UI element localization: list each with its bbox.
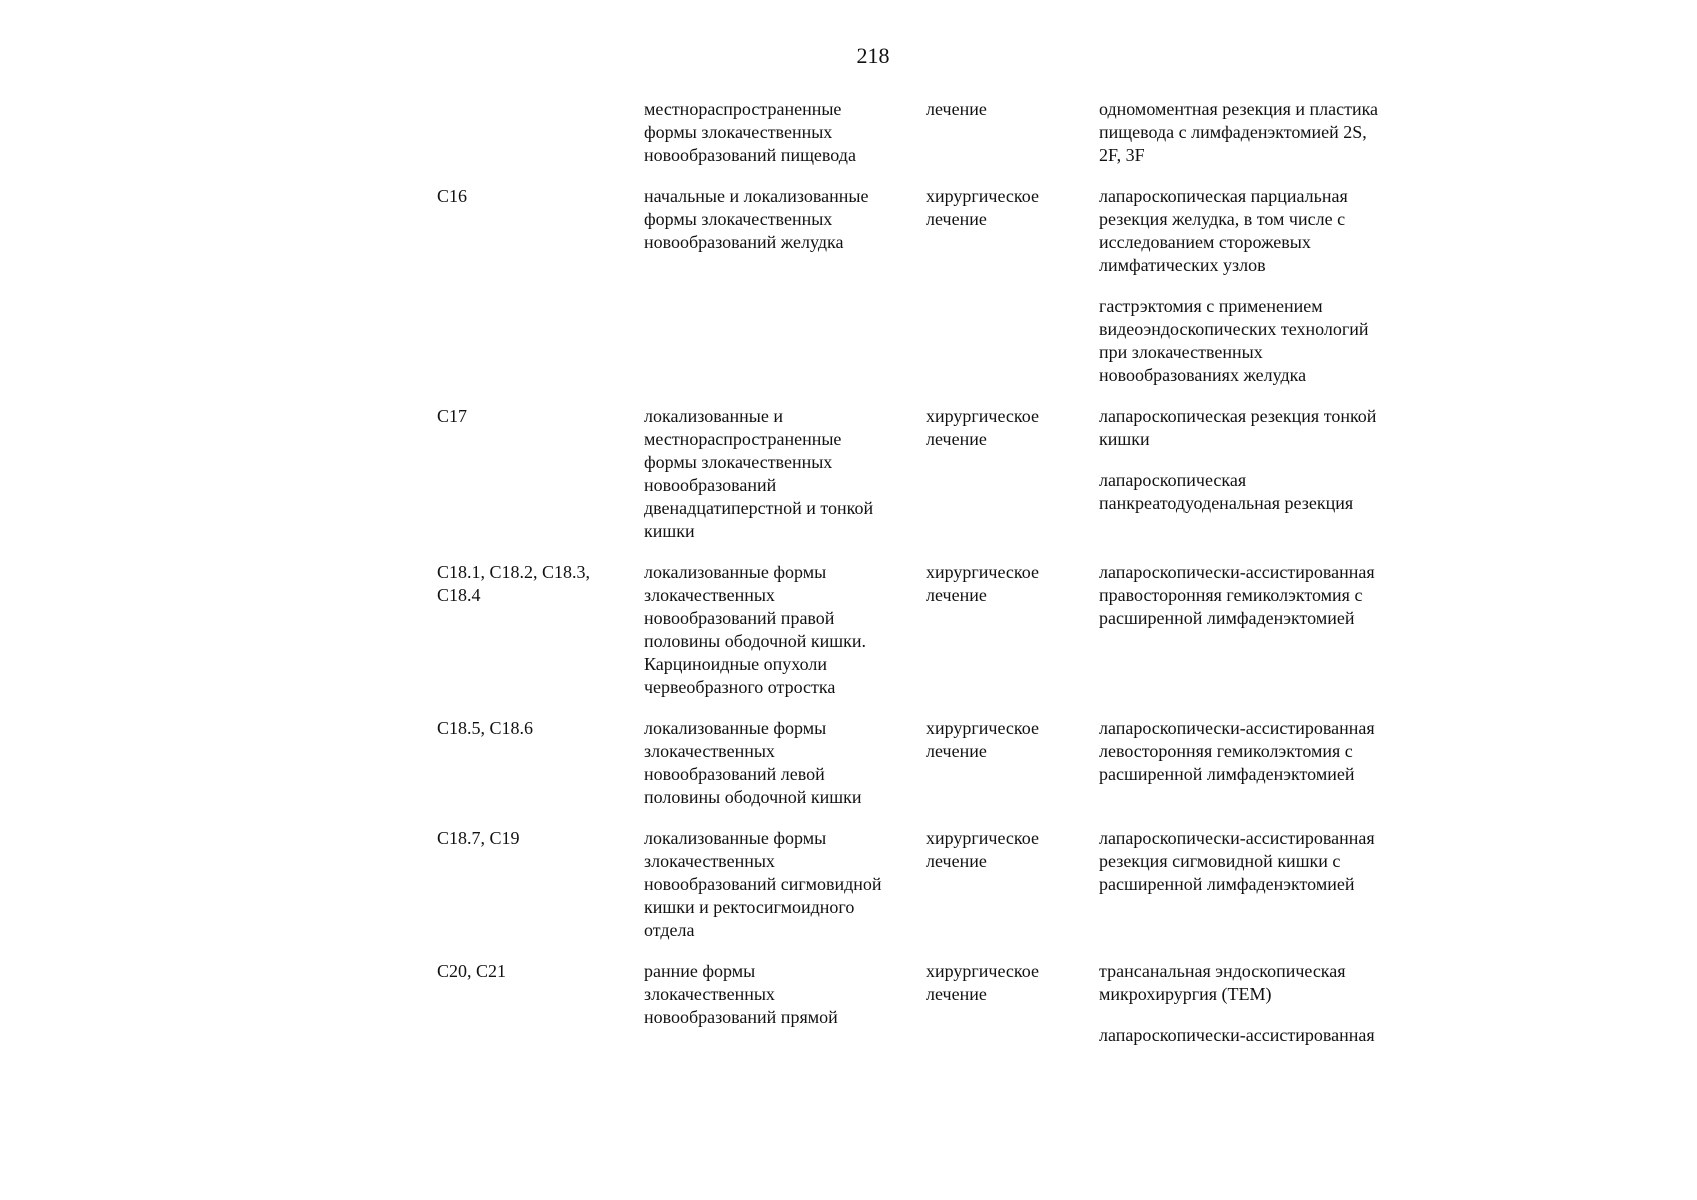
text-line: C18.1, C18.2, C18.3, (437, 562, 591, 582)
treatment-type-cell (926, 827, 1096, 873)
text-line: ранние формы (644, 961, 756, 981)
procedures-table (0, 98, 1697, 1065)
treatment-method-item (1099, 1024, 1375, 1047)
treatment-type-cell (926, 405, 1096, 451)
text-line: новообразований (644, 475, 777, 495)
patient-model-cell (644, 185, 924, 254)
text-line: одномоментная резекция и пластика (1099, 99, 1379, 119)
text-line: лапароскопическая резекция тонкой (1099, 406, 1377, 426)
text-line: новообразований прямой (644, 1007, 838, 1027)
diagnosis-code-cell (437, 405, 627, 428)
text-line: исследованием сторожевых (1099, 232, 1311, 252)
diagnosis-code-cell (437, 960, 627, 983)
text-line: злокачественных (644, 851, 775, 871)
treatment-method-item (1099, 717, 1375, 786)
treatment-type-cell (926, 561, 1096, 607)
text-line: лечение (926, 99, 987, 119)
text-line: резекция желудка, в том числе с (1099, 209, 1346, 229)
text-line: лапароскопически-ассистированная (1099, 1025, 1375, 1045)
text-line: лечение (926, 209, 987, 229)
table-row (0, 98, 1697, 167)
table-row (0, 185, 1697, 387)
treatment-method-item (1099, 960, 1346, 1006)
text-line: локализованные формы (644, 562, 827, 582)
text-line: лапароскопическая (1099, 470, 1247, 490)
diagnosis-code-cell (437, 561, 627, 607)
treatment-type-cell (926, 185, 1096, 231)
text-line: кишки (644, 521, 695, 541)
text-line: правосторонняя гемиколэктомия с (1099, 585, 1363, 605)
text-line: лечение (926, 984, 987, 1004)
text-line: злокачественных (644, 741, 775, 761)
text-line: C17 (437, 406, 468, 426)
page-number: 218 (856, 43, 890, 68)
text-line: лапароскопически-ассистированная (1099, 828, 1375, 848)
text-line: расширенной лимфаденэктомией (1099, 608, 1355, 628)
text-line: микрохирургия (ТЕМ) (1099, 984, 1272, 1004)
text-line: местнораспространенные (644, 99, 842, 119)
text-line: новообразований пищевода (644, 145, 856, 165)
text-line: формы злокачественных (644, 452, 833, 472)
treatment-method-item (1099, 827, 1375, 896)
text-line: кишки (1099, 429, 1150, 449)
text-line: резекция сигмовидной кишки с (1099, 851, 1341, 871)
text-line: C18.4 (437, 585, 481, 605)
text-line: половины ободочной кишки (644, 787, 862, 807)
diagnosis-code-cell (437, 717, 627, 740)
text-line: лечение (926, 851, 987, 871)
table-row (0, 561, 1697, 699)
text-line: хирургическое (926, 828, 1039, 848)
text-line: пищевода с лимфаденэктомией 2S, (1099, 122, 1367, 142)
text-line: новообразований сигмовидной (644, 874, 882, 894)
text-line: C16 (437, 186, 468, 206)
text-line: хирургическое (926, 186, 1039, 206)
text-line: при злокачественных (1099, 342, 1263, 362)
table-row (0, 405, 1697, 543)
table-row (0, 960, 1697, 1047)
text-line: локализованные и (644, 406, 783, 426)
treatment-method-item (1099, 295, 1369, 387)
text-line: хирургическое (926, 961, 1039, 981)
patient-model-cell (644, 561, 924, 699)
text-line: двенадцатиперстной и тонкой (644, 498, 874, 518)
text-line: трансанальная эндоскопическая (1099, 961, 1346, 981)
patient-model-cell (644, 405, 924, 543)
text-line: новообразований желудка (644, 232, 844, 252)
diagnosis-code-cell (437, 185, 627, 208)
text-line: лапароскопическая парциальная (1099, 186, 1348, 206)
text-line: местнораспространенные (644, 429, 842, 449)
text-line: C18.5, C18.6 (437, 718, 534, 738)
text-line: злокачественных (644, 984, 775, 1004)
text-line: Карциноидные опухоли (644, 654, 827, 674)
treatment-type-cell (926, 960, 1096, 1006)
text-line: панкреатодуоденальная резекция (1099, 493, 1354, 513)
patient-model-cell (644, 827, 924, 942)
text-line: лечение (926, 741, 987, 761)
text-line: злокачественных (644, 585, 775, 605)
text-line: видеоэндоскопических технологий (1099, 319, 1369, 339)
text-line: червеобразного отростка (644, 677, 836, 697)
text-line: лимфатических узлов (1099, 255, 1266, 275)
text-line: хирургическое (926, 718, 1039, 738)
text-line: отдела (644, 920, 695, 940)
text-line: формы злокачественных (644, 209, 833, 229)
text-line: левосторонняя гемиколэктомия с (1099, 741, 1353, 761)
text-line: локализованные формы (644, 718, 827, 738)
text-line: лечение (926, 585, 987, 605)
text-line: начальные и локализованные (644, 186, 869, 206)
text-line: лечение (926, 429, 987, 449)
text-line: новообразований правой (644, 608, 835, 628)
text-line: половины ободочной кишки. (644, 631, 867, 651)
patient-model-cell (644, 98, 924, 167)
text-line: хирургическое (926, 562, 1039, 582)
table-row (0, 827, 1697, 942)
treatment-type-cell (926, 717, 1096, 763)
treatment-method-item (1099, 405, 1376, 451)
table-row (0, 717, 1697, 809)
treatment-method-item (1099, 561, 1375, 630)
text-line: локализованные формы (644, 828, 827, 848)
treatment-method-item (1099, 98, 1378, 167)
patient-model-cell (644, 960, 924, 1029)
text-line: лапароскопически-ассистированная (1099, 562, 1375, 582)
text-line: C20, C21 (437, 961, 507, 981)
text-line: формы злокачественных (644, 122, 833, 142)
text-line: гастрэктомия с применением (1099, 296, 1323, 316)
text-line: расширенной лимфаденэктомией (1099, 764, 1355, 784)
text-line: лапароскопически-ассистированная (1099, 718, 1375, 738)
text-line: новообразований левой (644, 764, 825, 784)
text-line: C18.7, C19 (437, 828, 520, 848)
treatment-type-cell (926, 98, 1096, 121)
diagnosis-code-cell (437, 827, 627, 850)
text-line: кишки и ректосигмоидного (644, 897, 855, 917)
patient-model-cell (644, 717, 924, 809)
text-line: расширенной лимфаденэктомией (1099, 874, 1355, 894)
treatment-method-item (1099, 185, 1348, 277)
text-line: хирургическое (926, 406, 1039, 426)
text-line: новообразованиях желудка (1099, 365, 1307, 385)
text-line: 2F, 3F (1099, 145, 1145, 165)
treatment-method-item (1099, 469, 1353, 515)
